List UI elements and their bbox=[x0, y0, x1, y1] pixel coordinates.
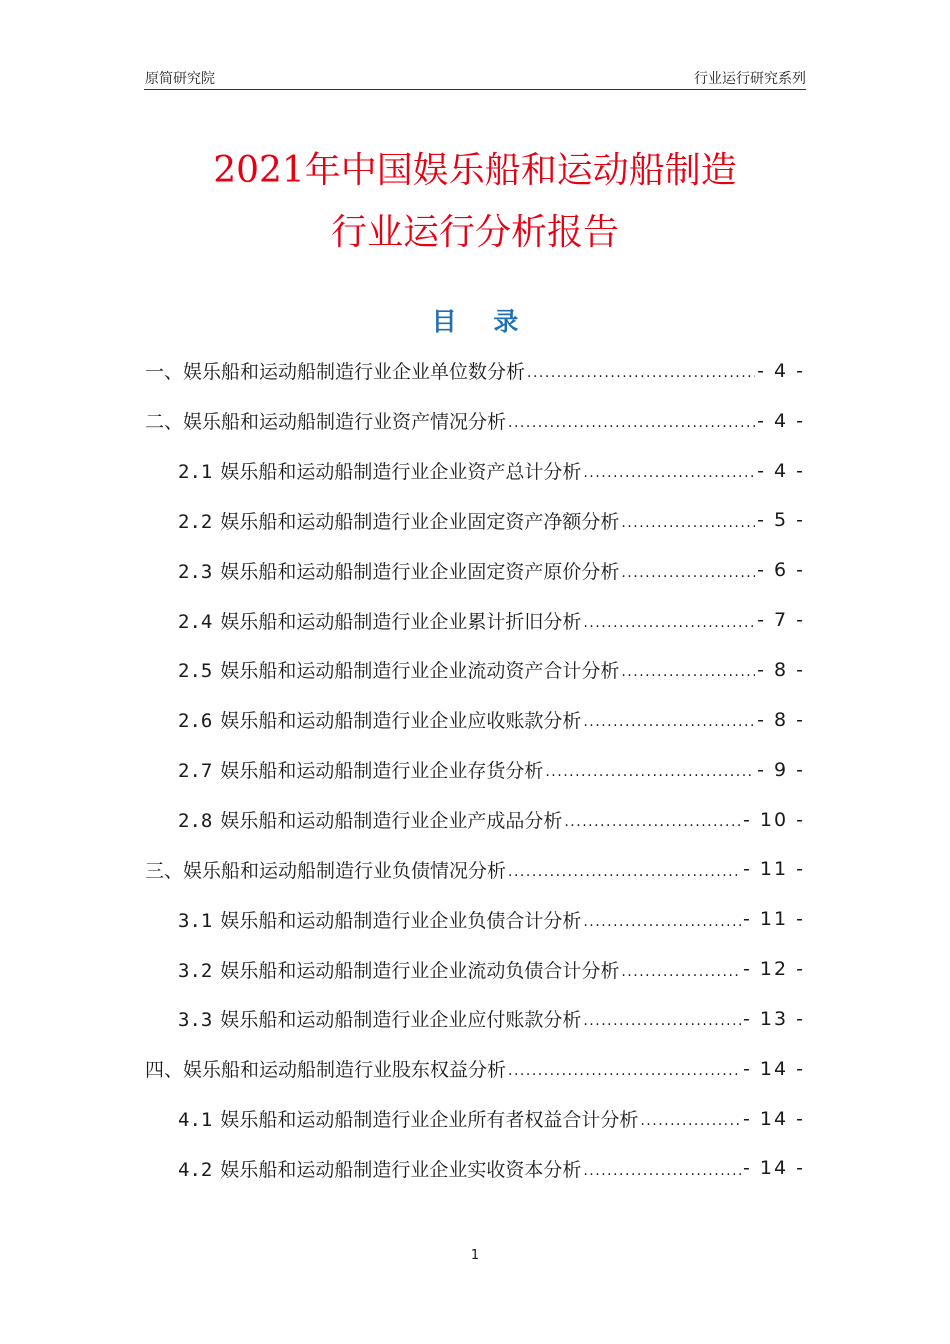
toc-entry-text: 娱乐船和运动船制造行业企业应收账款分析 bbox=[220, 710, 582, 733]
toc-leader-dots bbox=[583, 1008, 741, 1029]
toc-entry-text: 娱乐船和运动船制造行业企业所有者权益合计分析 bbox=[220, 1109, 639, 1132]
toc-entry-text: 娱乐船和运动船制造行业企业累计折旧分析 bbox=[220, 610, 582, 633]
toc-entry-page: - 6 - bbox=[757, 559, 805, 582]
toc-entry-label bbox=[178, 1155, 581, 1182]
toc-leader-dots bbox=[583, 709, 755, 730]
page-number: 1 bbox=[470, 1248, 480, 1263]
toc-entry-page: - 14 - bbox=[743, 1107, 805, 1130]
toc-entry-page: - 12 - bbox=[743, 958, 805, 981]
toc-entry-text: 四、娱乐船和运动船制造行业股东权益分析 bbox=[145, 1059, 507, 1082]
toc-leader-dots bbox=[621, 659, 755, 680]
toc-leader-dots bbox=[583, 1158, 741, 1179]
toc-entry-number: 2.8 bbox=[178, 810, 213, 833]
toc-entry-number: 2.3 bbox=[178, 560, 213, 583]
toc-entry-page: - 7 - bbox=[757, 609, 805, 632]
toc-entry-number: 3.1 bbox=[178, 909, 213, 932]
toc-entry-text: 娱乐船和运动船制造行业企业实收资本分析 bbox=[220, 1158, 582, 1181]
toc-leader-dots bbox=[545, 759, 755, 780]
toc-entry-text: 娱乐船和运动船制造行业企业存货分析 bbox=[220, 760, 544, 783]
toc-entry-text: 三、娱乐船和运动船制造行业负债情况分析 bbox=[145, 859, 507, 882]
toc-entry-label bbox=[145, 856, 506, 883]
toc-entry-label bbox=[178, 1105, 638, 1132]
toc-entry-text: 娱乐船和运动船制造行业企业应付账款分析 bbox=[220, 1009, 582, 1032]
toc-entry-number: 2.5 bbox=[178, 660, 213, 683]
toc-entry-text: 娱乐船和运动船制造行业企业负债合计分析 bbox=[220, 909, 582, 932]
toc-entry-text: 娱乐船和运动船制造行业企业固定资产净额分析 bbox=[220, 510, 620, 533]
toc-entry-page: - 8 - bbox=[757, 658, 805, 681]
toc-entry-page: - 9 - bbox=[757, 758, 805, 781]
toc-entry[interactable] bbox=[145, 944, 805, 994]
toc-entry-page: - 11 - bbox=[743, 858, 805, 881]
toc-leader-dots bbox=[508, 1058, 741, 1079]
title-line-1: 2021年中国娱乐船和运动船制造 bbox=[213, 150, 737, 191]
toc-entry[interactable] bbox=[145, 446, 805, 496]
header-left: 原简研究院 bbox=[145, 71, 215, 87]
toc-entry-page: - 4 - bbox=[757, 409, 805, 432]
toc-entry-label bbox=[145, 1055, 506, 1082]
toc-entry[interactable] bbox=[145, 496, 805, 546]
toc-entry-label bbox=[178, 1005, 581, 1032]
toc-entry[interactable] bbox=[145, 545, 805, 595]
header-rule bbox=[144, 89, 806, 90]
toc-entry-label bbox=[145, 407, 506, 434]
toc-entry-text: 娱乐船和运动船制造行业企业固定资产原价分析 bbox=[220, 560, 620, 583]
toc-entry-number: 3.2 bbox=[178, 959, 213, 982]
toc-entry[interactable] bbox=[145, 745, 805, 795]
toc-heading: 目 录 bbox=[431, 307, 533, 336]
toc-entry-text: 一、娱乐船和运动船制造行业企业单位数分析 bbox=[145, 361, 526, 384]
toc-entry[interactable] bbox=[145, 346, 805, 396]
toc-entry-page: - 14 - bbox=[743, 1157, 805, 1180]
toc-entry-label bbox=[178, 956, 619, 983]
toc-leader-dots bbox=[621, 959, 741, 980]
toc-entry-text: 娱乐船和运动船制造行业企业资产总计分析 bbox=[220, 461, 582, 484]
toc-entry[interactable] bbox=[145, 1044, 805, 1094]
toc-entry-page: - 8 - bbox=[757, 708, 805, 731]
toc-entry-number: 2.2 bbox=[178, 510, 213, 533]
toc-entry[interactable] bbox=[145, 994, 805, 1044]
toc-entry-label bbox=[178, 507, 619, 534]
toc-entry[interactable] bbox=[145, 795, 805, 845]
header-right: 行业运行研究系列 bbox=[694, 71, 806, 87]
toc-entry-text: 二、娱乐船和运动船制造行业资产情况分析 bbox=[145, 411, 507, 434]
toc-entry-number: 4.2 bbox=[178, 1158, 213, 1181]
toc-entry[interactable] bbox=[145, 1094, 805, 1144]
toc-entry-label bbox=[178, 756, 543, 783]
toc-entry[interactable] bbox=[145, 645, 805, 695]
toc-entry-page: - 11 - bbox=[743, 908, 805, 931]
toc-entry-label bbox=[178, 457, 581, 484]
toc-leader-dots bbox=[508, 859, 741, 880]
toc-leader-dots bbox=[583, 909, 741, 930]
toc-entry-number: 4.1 bbox=[178, 1109, 213, 1132]
toc-entry-text: 娱乐船和运动船制造行业企业产成品分析 bbox=[220, 810, 563, 833]
toc-entry-label bbox=[178, 656, 619, 683]
toc-entry-number: 2.6 bbox=[178, 710, 213, 733]
toc-entry-label bbox=[145, 357, 525, 384]
toc-leader-dots bbox=[640, 1108, 741, 1129]
toc-entry-label bbox=[178, 806, 562, 833]
toc-entry-number: 3.3 bbox=[178, 1009, 213, 1032]
table-of-contents bbox=[145, 346, 805, 1193]
toc-leader-dots bbox=[508, 410, 755, 431]
document-title bbox=[0, 140, 950, 264]
toc-entry-page: - 13 - bbox=[743, 1007, 805, 1030]
toc-entry-label bbox=[178, 906, 581, 933]
toc-leader-dots bbox=[583, 610, 755, 631]
toc-entry-text: 娱乐船和运动船制造行业企业流动负债合计分析 bbox=[220, 959, 620, 982]
toc-entry-page: - 4 - bbox=[757, 359, 805, 382]
toc-entry-label bbox=[178, 607, 581, 634]
toc-entry[interactable] bbox=[145, 595, 805, 645]
toc-entry-page: - 5 - bbox=[757, 509, 805, 532]
toc-leader-dots bbox=[583, 460, 755, 481]
toc-entry-number: 2.7 bbox=[178, 760, 213, 783]
toc-entry[interactable] bbox=[145, 396, 805, 446]
toc-entry-text: 娱乐船和运动船制造行业企业流动资产合计分析 bbox=[220, 660, 620, 683]
toc-entry[interactable] bbox=[145, 844, 805, 894]
toc-leader-dots bbox=[564, 809, 741, 830]
title-line-2: 行业运行分析报告 bbox=[330, 212, 619, 253]
toc-entry-page: - 4 - bbox=[757, 459, 805, 482]
toc-entry-page: - 14 - bbox=[743, 1057, 805, 1080]
toc-leader-dots bbox=[621, 510, 755, 531]
toc-entry-label bbox=[178, 706, 581, 733]
toc-entry-page: - 10 - bbox=[743, 808, 805, 831]
toc-entry-number: 2.4 bbox=[178, 610, 213, 633]
toc-entry-label bbox=[178, 557, 619, 584]
toc-entry-number: 2.1 bbox=[178, 461, 213, 484]
toc-leader-dots bbox=[621, 560, 755, 581]
toc-leader-dots bbox=[527, 360, 755, 381]
toc-entry[interactable] bbox=[145, 894, 805, 944]
toc-entry[interactable] bbox=[145, 695, 805, 745]
toc-entry[interactable] bbox=[145, 1144, 805, 1194]
